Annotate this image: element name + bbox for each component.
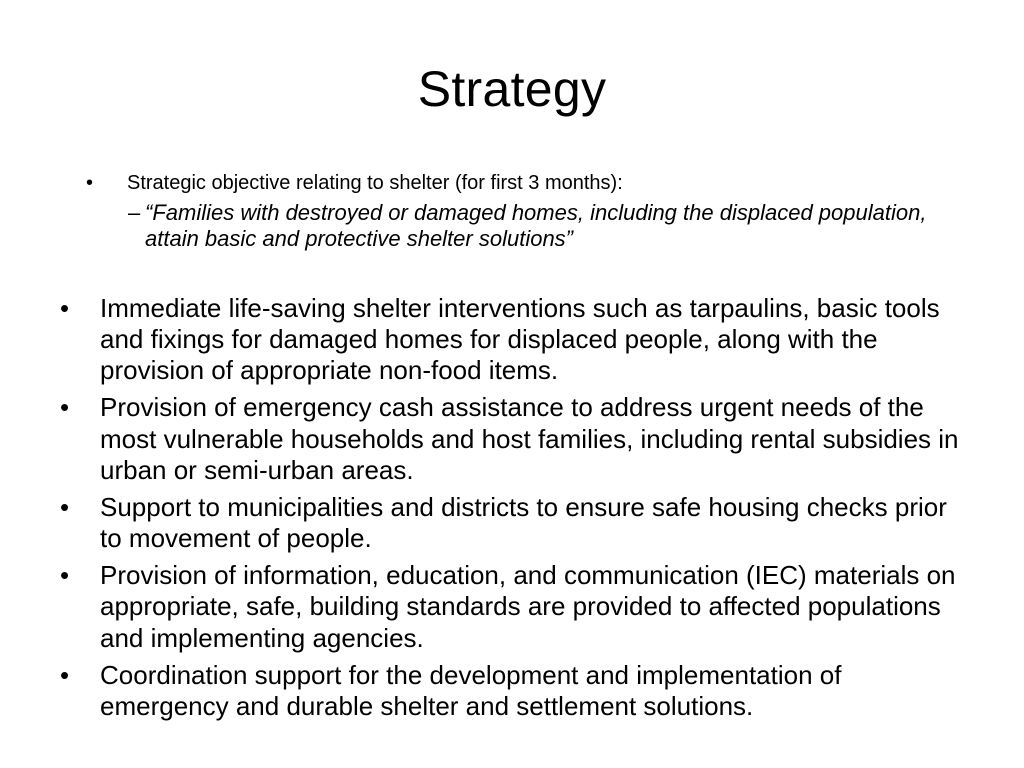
bullet-text: Provision of information, education, and communication (IEC) materials on appropriate, safe, building standards are provided to affected populations and implementing agencies. <box>100 560 956 653</box>
slide-title: Strategy <box>417 61 607 117</box>
bullet-text: Provision of emergency cash assistance to address urgent needs of the most vulnerable households and host families, including rental subsidies in urban or semi-urban areas. <box>100 392 959 485</box>
slide-body <box>60 170 970 722</box>
objective-item <box>60 170 970 196</box>
bullet-marker: • <box>60 392 70 423</box>
bullet-item <box>60 392 970 486</box>
bullet-item <box>60 492 970 554</box>
bullet-marker: • <box>86 172 94 194</box>
dash-marker: – <box>128 200 141 225</box>
bullet-marker: • <box>60 560 70 591</box>
objective-text: Strategic objective relating to shelter (for first 3 months): <box>127 172 623 194</box>
objective-quote-item <box>60 200 970 253</box>
bullet-text: Immediate life-saving shelter interventions such as tarpaulins, basic tools and fixings for damaged homes for displaced people, along with the provision of appropriate non-food items. <box>100 292 940 386</box>
bullet-item <box>60 293 970 387</box>
bullet-text: Coordination support for the development and implementation of emergency and durable shelter and settlement solutions. <box>100 659 842 722</box>
bullet-item <box>60 660 970 722</box>
objective-quote: “Families with destroyed or damaged homes, including the displaced population, attain basic and protective shelter solutions” <box>145 200 927 252</box>
bullet-marker: • <box>60 659 70 690</box>
bullet-item <box>60 560 970 654</box>
bullet-text: Support to municipalities and districts to ensure safe housing checks prior to movement of people. <box>100 491 947 554</box>
bullet-marker: • <box>60 491 70 522</box>
bullet-marker: • <box>60 292 70 323</box>
